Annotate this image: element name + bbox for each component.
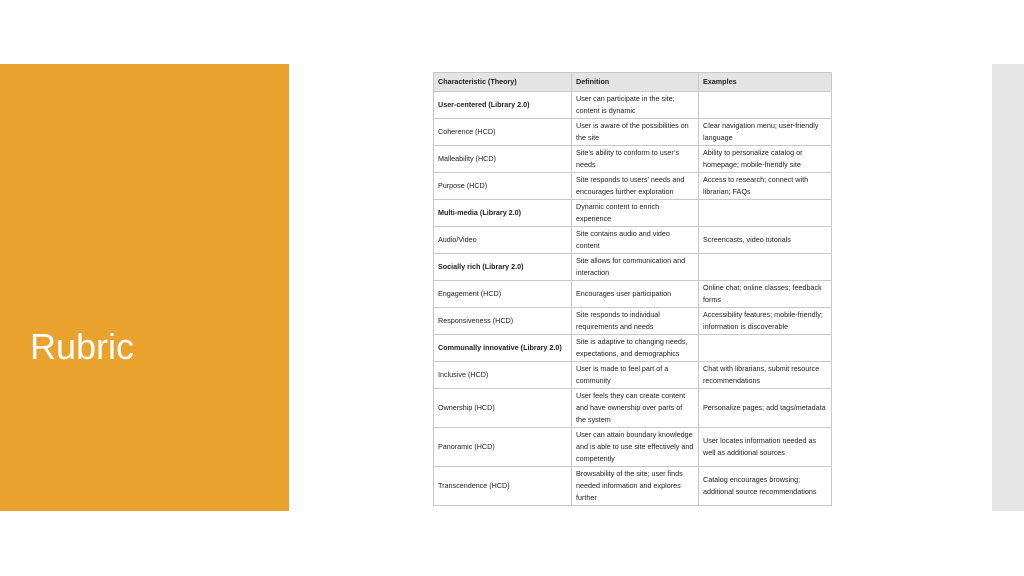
cell-examples [699,335,832,362]
table-body [434,92,832,506]
cell-examples: Online chat; online classes; feedback forms [699,281,832,308]
table-row [434,281,832,308]
cell-characteristic: Ownership (HCD) [434,389,572,428]
cell-examples: User locates information needed as well as additional sources [699,428,832,467]
table-row [434,389,832,428]
cell-definition: User is made to feel part of a community [572,362,699,389]
table-row [434,467,832,506]
cell-characteristic: Responsiveness (HCD) [434,308,572,335]
table-row [434,428,832,467]
table-header-row [434,73,832,92]
table-row [434,200,832,227]
cell-examples: Ability to personalize catalog or homepage; mobile-friendly site [699,146,832,173]
cell-characteristic: Purpose (HCD) [434,173,572,200]
cell-characteristic: Socially rich (Library 2.0) [434,254,572,281]
table-row [434,92,832,119]
cell-examples: Personalize pages; add tags/metadata [699,389,832,428]
cell-definition: Encourages user participation [572,281,699,308]
cell-examples: Chat with librarians, submit resource recommendations [699,362,832,389]
cell-definition: Site responds to users’ needs and encourages further exploration [572,173,699,200]
cell-examples [699,92,832,119]
cell-characteristic: Malleability (HCD) [434,146,572,173]
cell-definition: Site’s ability to conform to user’s needs [572,146,699,173]
cell-examples: Accessibility features; mobile-friendly; information is discoverable [699,308,832,335]
cell-examples [699,200,832,227]
table-row [434,227,832,254]
slide-title: Rubric [30,326,135,367]
cell-characteristic: Audio/Video [434,227,572,254]
table-row [434,335,832,362]
cell-characteristic: Multi-media (Library 2.0) [434,200,572,227]
table-row [434,119,832,146]
cell-definition: User feels they can create content and have ownership over parts of the system [572,389,699,428]
cell-characteristic: Coherence (HCD) [434,119,572,146]
cell-definition: Site contains audio and video content [572,227,699,254]
table-row [434,362,832,389]
table-row [434,254,832,281]
cell-definition: User can attain boundary knowledge and is able to use site effectively and competently [572,428,699,467]
cell-definition: Dynamic content to enrich experience [572,200,699,227]
title-panel [0,64,289,511]
table-row [434,173,832,200]
cell-characteristic: Communally innovative (Library 2.0) [434,335,572,362]
table-row [434,146,832,173]
rubric-table [433,72,832,506]
header-definition: Definition [572,73,699,92]
side-bar [992,64,1024,511]
cell-characteristic: Panoramic (HCD) [434,428,572,467]
cell-definition: Site responds to individual requirements and needs [572,308,699,335]
cell-definition: Browsability of the site; user finds needed information and explores further [572,467,699,506]
cell-examples: Catalog encourages browsing; additional source recommendations [699,467,832,506]
header-examples: Examples [699,73,832,92]
cell-characteristic: Inclusive (HCD) [434,362,572,389]
table-row [434,308,832,335]
cell-definition: Site allows for communication and interaction [572,254,699,281]
header-characteristic: Characteristic (Theory) [434,73,572,92]
cell-characteristic: Engagement (HCD) [434,281,572,308]
cell-examples: Access to research; connect with librarian; FAQs [699,173,832,200]
cell-examples [699,254,832,281]
cell-examples: Clear navigation menu; user-friendly language [699,119,832,146]
cell-definition: User is aware of the possibilities on the site [572,119,699,146]
cell-definition: User can participate in the site; content is dynamic [572,92,699,119]
cell-characteristic: User-centered (Library 2.0) [434,92,572,119]
cell-characteristic: Transcendence (HCD) [434,467,572,506]
cell-examples: Screencasts, video tutorials [699,227,832,254]
cell-definition: Site is adaptive to changing needs, expectations, and demographics [572,335,699,362]
